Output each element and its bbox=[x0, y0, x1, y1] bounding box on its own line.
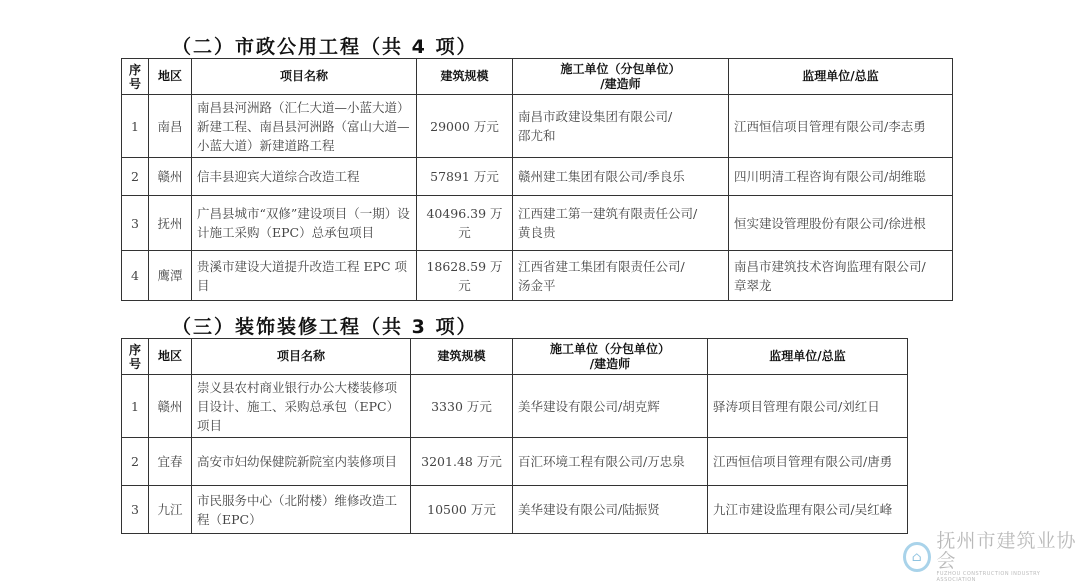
cell-index: 1 bbox=[122, 95, 149, 158]
table-row bbox=[122, 375, 908, 438]
header-supervisor: 监理单位/总监 bbox=[708, 339, 908, 375]
table-row bbox=[122, 251, 953, 301]
header-region: 地区 bbox=[149, 59, 192, 95]
cell-index: 3 bbox=[122, 486, 149, 534]
cell-index: 1 bbox=[122, 375, 149, 438]
table-row bbox=[122, 438, 908, 486]
header-project-name: 项目名称 bbox=[192, 59, 417, 95]
cell-scale: 57891 万元 bbox=[417, 158, 513, 196]
header-scale: 建筑规模 bbox=[417, 59, 513, 95]
watermark-name: 抚州市建筑业协会 bbox=[936, 530, 1077, 572]
cell-region: 赣州 bbox=[149, 375, 192, 438]
header-index: 序号 bbox=[122, 59, 149, 95]
cell-project-name: 高安市妇幼保健院新院室内装修项目 bbox=[192, 438, 411, 486]
header-row bbox=[122, 59, 953, 95]
cell-contractor: 百汇环境工程有限公司/万忠泉 bbox=[513, 438, 708, 486]
cell-project-name: 广昌县城市“双修”建设项目（一期）设计施工采购（EPC）总承包项目 bbox=[192, 196, 417, 251]
cell-project-name: 贵溪市建设大道提升改造工程 EPC 项目 bbox=[192, 251, 417, 301]
header-index: 序号 bbox=[122, 339, 149, 375]
association-seal-icon: ⌂ bbox=[903, 542, 931, 572]
header-row bbox=[122, 339, 908, 375]
cell-contractor: 美华建设有限公司/陆振贤 bbox=[513, 486, 708, 534]
cell-supervisor: 九江市建设监理有限公司/吴红峰 bbox=[708, 486, 908, 534]
header-region: 地区 bbox=[149, 339, 192, 375]
cell-project-name: 信丰县迎宾大道综合改造工程 bbox=[192, 158, 417, 196]
cell-supervisor: 恒实建设管理股份有限公司/徐进根 bbox=[729, 196, 953, 251]
cell-supervisor: 江西恒信项目管理有限公司/李志勇 bbox=[729, 95, 953, 158]
cell-scale: 18628.59 万元 bbox=[417, 251, 513, 301]
cell-region: 抚州 bbox=[149, 196, 192, 251]
cell-supervisor: 江西恒信项目管理有限公司/唐勇 bbox=[708, 438, 908, 486]
table-row bbox=[122, 95, 953, 158]
cell-scale: 29000 万元 bbox=[417, 95, 513, 158]
cell-region: 宜春 bbox=[149, 438, 192, 486]
section-title-decoration: （三）装饰装修工程（共 3 项） bbox=[172, 316, 478, 338]
table-row bbox=[122, 486, 908, 534]
cell-contractor: 美华建设有限公司/胡克辉 bbox=[513, 375, 708, 438]
header-scale: 建筑规模 bbox=[411, 339, 513, 375]
watermark-subtitle: FUZHOU CONSTRUCTION INDUSTRY ASSOCIATION bbox=[936, 571, 1041, 583]
association-watermark-logo bbox=[903, 531, 1080, 583]
cell-project-name: 崇义县农村商业银行办公大楼装修项目设计、施工、采购总承包（EPC）项目 bbox=[192, 375, 411, 438]
cell-supervisor: 南昌市建筑技术咨询监理有限公司/ 章翠龙 bbox=[729, 251, 953, 301]
cell-region: 南昌 bbox=[149, 95, 192, 158]
decoration-projects-table bbox=[121, 338, 908, 534]
header-contractor: 施工单位（分包单位） /建造师 bbox=[513, 339, 708, 375]
table-row bbox=[122, 196, 953, 251]
cell-scale: 40496.39 万元 bbox=[417, 196, 513, 251]
cell-scale: 3201.48 万元 bbox=[411, 438, 513, 486]
cell-contractor: 南昌市政建设集团有限公司/ 邵尤和 bbox=[513, 95, 729, 158]
header-supervisor: 监理单位/总监 bbox=[729, 59, 953, 95]
cell-index: 2 bbox=[122, 438, 149, 486]
cell-index: 4 bbox=[122, 251, 149, 301]
cell-contractor: 江西省建工集团有限责任公司/ 汤金平 bbox=[513, 251, 729, 301]
cell-project-name: 南昌县河洲路（汇仁大道—小蓝大道）新建工程、南昌县河洲路（富山大道—小蓝大道）新建道路工程 bbox=[192, 95, 417, 158]
header-contractor: 施工单位（分包单位） /建造师 bbox=[513, 59, 729, 95]
cell-index: 3 bbox=[122, 196, 149, 251]
section-title-municipal: （二）市政公用工程（共 4 项） bbox=[172, 36, 478, 58]
header-project-name: 项目名称 bbox=[192, 339, 411, 375]
cell-supervisor: 四川明清工程咨询有限公司/胡维聪 bbox=[729, 158, 953, 196]
cell-supervisor: 驿涛项目管理有限公司/刘红日 bbox=[708, 375, 908, 438]
cell-scale: 10500 万元 bbox=[411, 486, 513, 534]
cell-region: 鹰潭 bbox=[149, 251, 192, 301]
cell-scale: 3330 万元 bbox=[411, 375, 513, 438]
cell-contractor: 赣州建工集团有限公司/季良乐 bbox=[513, 158, 729, 196]
municipal-projects-table bbox=[121, 58, 953, 301]
cell-region: 九江 bbox=[149, 486, 192, 534]
table-row bbox=[122, 158, 953, 196]
cell-project-name: 市民服务中心（北附楼）维修改造工程（EPC） bbox=[192, 486, 411, 534]
cell-region: 赣州 bbox=[149, 158, 192, 196]
cell-index: 2 bbox=[122, 158, 149, 196]
cell-contractor: 江西建工第一建筑有限责任公司/ 黄良贵 bbox=[513, 196, 729, 251]
